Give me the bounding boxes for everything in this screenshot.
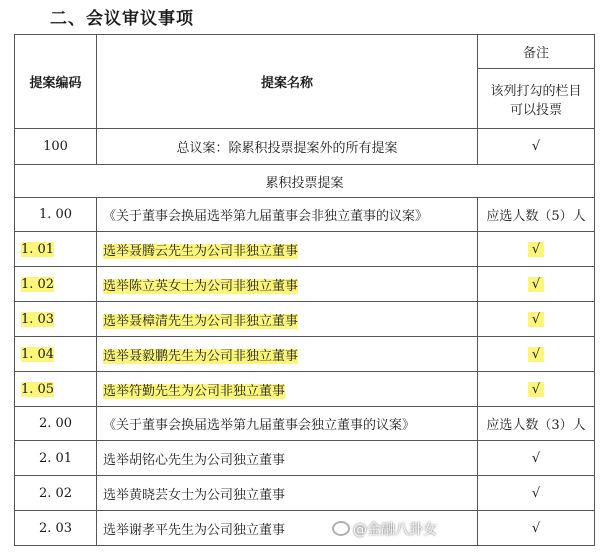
row-name: 《关于董事会换届选举第九届董事会独立董事的议案》 <box>97 407 478 441</box>
row-note: 应选人数（3）人 <box>478 407 595 441</box>
row-code-text: 1. 04 <box>21 346 55 362</box>
header-note-bottom <box>478 69 595 129</box>
row-name <box>97 337 478 372</box>
proposal-table <box>14 34 595 546</box>
row-note <box>478 267 595 302</box>
row-name: 选举黄晓芸女士为公司独立董事 <box>97 476 478 511</box>
row-note <box>478 232 595 267</box>
check-mark: √ <box>528 347 544 362</box>
check-mark: √ <box>528 382 544 397</box>
table-row <box>15 407 595 441</box>
row-note: 应选人数（5）人 <box>478 198 595 232</box>
row-name <box>97 267 478 302</box>
row-name <box>97 302 478 337</box>
row-name: 选举谢孝平先生为公司独立董事 <box>97 511 478 546</box>
table-row <box>15 511 595 546</box>
row-note: √ <box>478 476 595 511</box>
header-note-top: 备注 <box>478 35 595 69</box>
row-note: √ <box>478 441 595 476</box>
row-code-text: 1. 02 <box>21 276 55 292</box>
row-name-text: 选举陈立英女士为公司非独立董事 <box>103 278 299 294</box>
row-code <box>15 232 97 267</box>
header-name: 提案名称 <box>97 35 478 129</box>
row-name-text: 选举聂腾云先生为公司非独立董事 <box>103 243 299 259</box>
row-note: √ <box>478 511 595 546</box>
table-header-row <box>15 35 595 69</box>
weibo-logo-icon <box>332 521 350 536</box>
row-code: 1. 00 <box>15 198 97 232</box>
watermark-text: @金融八卦女 <box>353 522 437 538</box>
row-name-text: 选举聂樟清先生为公司非独立董事 <box>103 313 299 329</box>
row-code: 2. 01 <box>15 441 97 476</box>
watermark <box>332 519 437 539</box>
table-row-section <box>15 165 595 198</box>
row-code-text: 1. 05 <box>21 381 55 397</box>
row-note <box>478 337 595 372</box>
row-name: 选举胡铭心先生为公司独立董事 <box>97 441 478 476</box>
row-code-text: 1. 03 <box>21 311 55 327</box>
table-row <box>15 337 595 372</box>
row-name: 总议案：除累积投票提案外的所有提案 <box>97 129 478 165</box>
table-row <box>15 198 595 232</box>
header-note-line2: 可以投票 <box>509 102 562 118</box>
row-code-text: 1. 01 <box>21 241 55 257</box>
check-mark: √ <box>528 312 544 327</box>
row-code <box>15 302 97 337</box>
check-mark: √ <box>528 277 544 292</box>
row-name-text: 选举聂毅鹏先生为公司非独立董事 <box>103 348 299 364</box>
header-note-line1: 该列打勾的栏目 <box>490 83 582 99</box>
row-code: 100 <box>15 129 97 165</box>
check-mark: √ <box>528 242 544 257</box>
row-note <box>478 302 595 337</box>
row-code: 2. 03 <box>15 511 97 546</box>
section-title: 二、会议审议事项 <box>50 9 194 29</box>
row-name <box>97 232 478 267</box>
row-code <box>15 267 97 302</box>
row-code <box>15 337 97 372</box>
row-name-text: 选举符勤先生为公司非独立董事 <box>103 383 286 399</box>
row-code: 2. 02 <box>15 476 97 511</box>
header-code: 提案编码 <box>15 35 97 129</box>
row-code: 2. 00 <box>15 407 97 441</box>
table-row <box>15 441 595 476</box>
section-row-label: 累积投票提案 <box>15 165 595 198</box>
row-name <box>97 372 478 407</box>
row-note: √ <box>478 129 595 165</box>
table-row <box>15 372 595 407</box>
row-note <box>478 372 595 407</box>
table-row <box>15 302 595 337</box>
table-row <box>15 232 595 267</box>
table-row <box>15 476 595 511</box>
row-code <box>15 372 97 407</box>
table-row <box>15 129 595 165</box>
row-name: 《关于董事会换届选举第九届董事会非独立董事的议案》 <box>97 198 478 232</box>
table-row <box>15 267 595 302</box>
